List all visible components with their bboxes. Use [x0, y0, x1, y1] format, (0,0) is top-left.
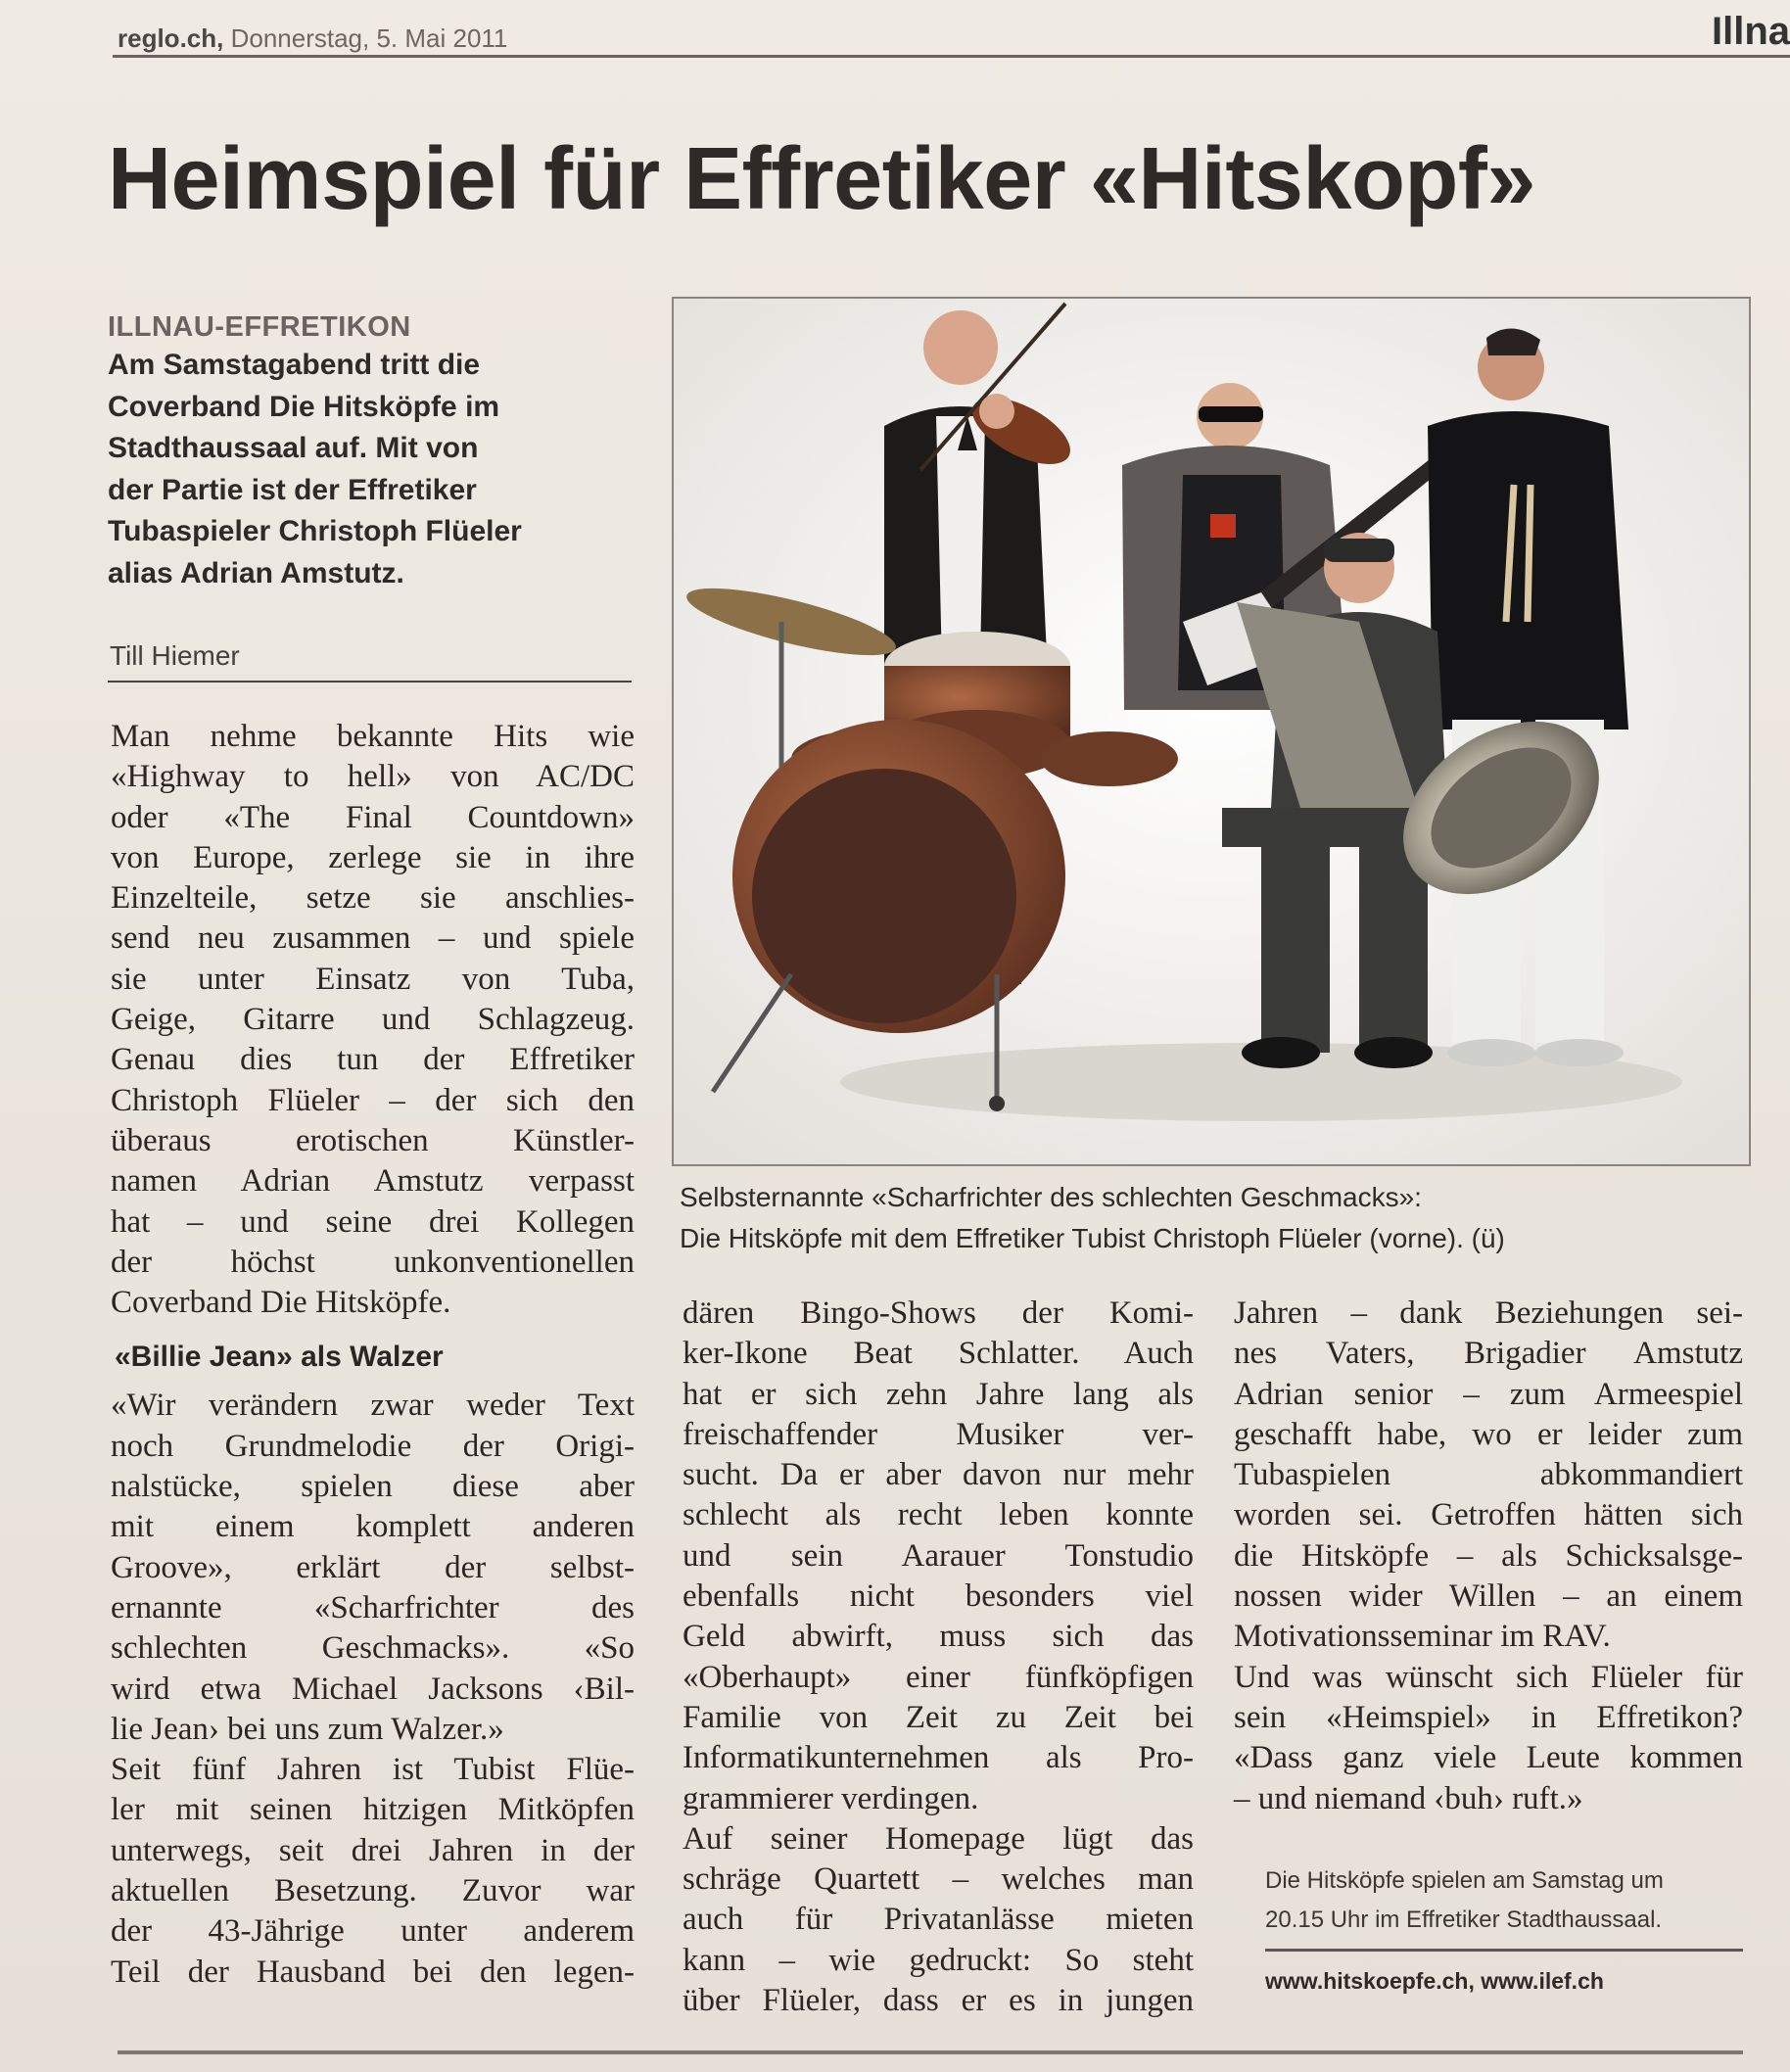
lead-line: alias Adrian Amstutz. [108, 556, 404, 589]
text-line: der höchst unkonventionellen [111, 1244, 635, 1280]
lead-line: der Partie ist der Effretiker [108, 473, 477, 506]
dateline: ILLNAU-EFFRETIKON [108, 311, 411, 343]
article-headline: Heimspiel für Effretiker «Hitskopf» [108, 130, 1535, 228]
text-line: sie unter Einsatz von Tuba, [111, 961, 635, 997]
text-line: Seit fünf Jahren ist Tubist Flüe- [111, 1752, 635, 1788]
byline-divider [108, 681, 632, 683]
text-line: Man nehme bekannte Hits wie [111, 719, 635, 754]
site-name: reglo.ch, [118, 24, 224, 53]
paragraph-intro [111, 717, 635, 1323]
website-links[interactable]: www.hitskoepfe.ch, www.ilef.ch [1265, 1968, 1604, 1994]
lead-line: Tubaspieler Christoph Flüeler [108, 515, 522, 547]
text-line: nalstücke, spielen diese aber [111, 1469, 635, 1505]
text-line: Motivationsseminar im RAV. [1234, 1619, 1611, 1655]
text-line: noch Grundmelodie der Origi- [111, 1428, 635, 1464]
header-divider [113, 55, 1790, 58]
text-line: oder «The Final Countdown» [111, 799, 635, 835]
text-column-1 [111, 717, 635, 1993]
event-info-line: Die Hitsköpfe spielen am Samstag um [1265, 1867, 1664, 1894]
text-line: Und was wünscht sich Flüeler für [1234, 1659, 1743, 1695]
lead-line: Stadthaussaal auf. Mit von [108, 432, 479, 464]
page-bottom-divider [118, 2050, 1743, 2054]
text-line: worden sei. Getroffen hätten sich [1234, 1497, 1743, 1533]
text-line: hat er sich zehn Jahre lang als [683, 1376, 1194, 1412]
lead-line: Am Samstagabend tritt die [108, 349, 481, 381]
text-line: überaus erotischen Künstler- [111, 1122, 635, 1158]
text-line: Jahren – dank Beziehungen sei- [1234, 1295, 1743, 1331]
text-line: grammierer verdingen. [683, 1780, 979, 1816]
text-line: lie Jean› bei uns zum Walzer.» [111, 1711, 504, 1747]
text-line: namen Adrian Amstutz verpasst [111, 1163, 635, 1200]
subheading: «Billie Jean» als Walzer [115, 1341, 444, 1374]
text-line: Coverband Die Hitsköpfe. [111, 1285, 451, 1321]
band-photo-illustration [674, 299, 1749, 1164]
text-line: ernannte «Scharfrichter des [111, 1589, 635, 1625]
text-line: Einzelteile, setze sie anschlies- [111, 880, 635, 917]
section-name: Illna [1712, 10, 1790, 53]
text-line: von Europe, zerlege sie in ihre [111, 839, 635, 875]
text-line: ker-Ikone Beat Schlatter. Auch [683, 1336, 1194, 1372]
author-byline: Till Hiemer [110, 640, 240, 671]
text-line: Auf seiner Homepage lügt das [683, 1820, 1194, 1857]
text-line: Geige, Gitarre und Schlagzeug. [111, 1002, 635, 1038]
text-line: auch für Privatanlässe mieten [683, 1902, 1194, 1938]
caption-line: Selbsternannte «Scharfrichter des schlechten Geschmacks»: [680, 1182, 1422, 1212]
text-line: die Hitsköpfe – als Schicksalsge- [1234, 1537, 1743, 1574]
text-column-3 [1234, 1294, 1743, 1819]
text-line: Christoph Flüeler – der sich den [111, 1082, 635, 1118]
text-line: Familie von Zeit zu Zeit bei [683, 1699, 1194, 1735]
text-line: «Highway to hell» von AC/DC [111, 759, 635, 795]
info-divider [1265, 1949, 1743, 1952]
text-line: freischaffender Musiker ver- [683, 1416, 1194, 1452]
text-line: und sein Aarauer Tonstudio [683, 1537, 1194, 1574]
text-line: – und niemand ‹buh› ruft.» [1234, 1780, 1583, 1816]
issue-date: Donnerstag, 5. Mai 2011 [230, 24, 508, 53]
event-info-line: 20.15 Uhr im Effretiker Stadthaussaal. [1265, 1907, 1663, 1933]
text-line: ebenfalls nicht besonders viel [683, 1578, 1194, 1615]
text-line: dären Bingo-Shows der Komi- [683, 1295, 1194, 1331]
text-line: aktuellen Besetzung. Zuvor war [111, 1873, 635, 1909]
text-column-2 [683, 1294, 1194, 2021]
text-line: Genau dies tun der Effretiker [111, 1042, 635, 1078]
lead-line: Coverband Die Hitsköpfe im [108, 390, 500, 423]
text-line: schlecht als recht leben konnte [683, 1497, 1194, 1533]
text-line: schlechten Geschmacks». «So [111, 1630, 635, 1667]
text-line: Adrian senior – zum Armeespiel [1234, 1376, 1743, 1412]
text-line: schräge Quartett – welches man [683, 1861, 1194, 1898]
text-line: ler mit seinen hitzigen Mitköpfen [111, 1792, 635, 1828]
text-line: Geld abwirft, muss sich das [683, 1619, 1194, 1655]
text-line: der 43-Jährige unter anderem [111, 1913, 635, 1950]
masthead-line [118, 24, 507, 54]
text-line: Informatikunternehmen als Pro- [683, 1740, 1194, 1776]
text-line: sein «Heimspiel» in Effretikon? [1234, 1699, 1743, 1735]
text-line: geschafft habe, wo er leider zum [1234, 1416, 1743, 1452]
text-line: nossen wider Willen – an einem [1234, 1578, 1743, 1615]
text-line: sucht. Da er aber davon nur mehr [683, 1457, 1194, 1493]
paragraph-quote [111, 1386, 635, 1992]
text-line: wird etwa Michael Jacksons ‹Bil- [111, 1671, 635, 1707]
text-line: kann – wie gedruckt: So steht [683, 1942, 1194, 1978]
band-photo [672, 297, 1751, 1166]
text-line: «Dass ganz viele Leute kommen [1234, 1740, 1743, 1776]
text-line: Tubaspielen abkommandiert [1234, 1457, 1743, 1493]
lead-paragraph [108, 345, 636, 594]
text-line: unterwegs, seit drei Jahren in der [111, 1832, 635, 1868]
text-line: Groove», erklärt der selbst- [111, 1549, 635, 1585]
caption-line: Die Hitsköpfe mit dem Effretiker Tubist Christoph Flüeler (vorne). (ü) [680, 1223, 1505, 1253]
text-line: Teil der Hausband bei den legen- [111, 1954, 635, 1990]
photo-caption [680, 1177, 1505, 1259]
text-line: nes Vaters, Brigadier Amstutz [1234, 1336, 1743, 1372]
event-info [1265, 1861, 1664, 1940]
text-line: über Flüeler, dass er es in jungen [683, 1983, 1194, 2019]
text-line: «Oberhaupt» einer fünfköpfigen [683, 1659, 1194, 1695]
text-line: hat – und seine drei Kollegen [111, 1203, 635, 1240]
text-line: «Wir verändern zwar weder Text [111, 1388, 635, 1424]
text-line: send neu zusammen – und spiele [111, 920, 635, 957]
text-line: mit einem komplett anderen [111, 1509, 635, 1545]
